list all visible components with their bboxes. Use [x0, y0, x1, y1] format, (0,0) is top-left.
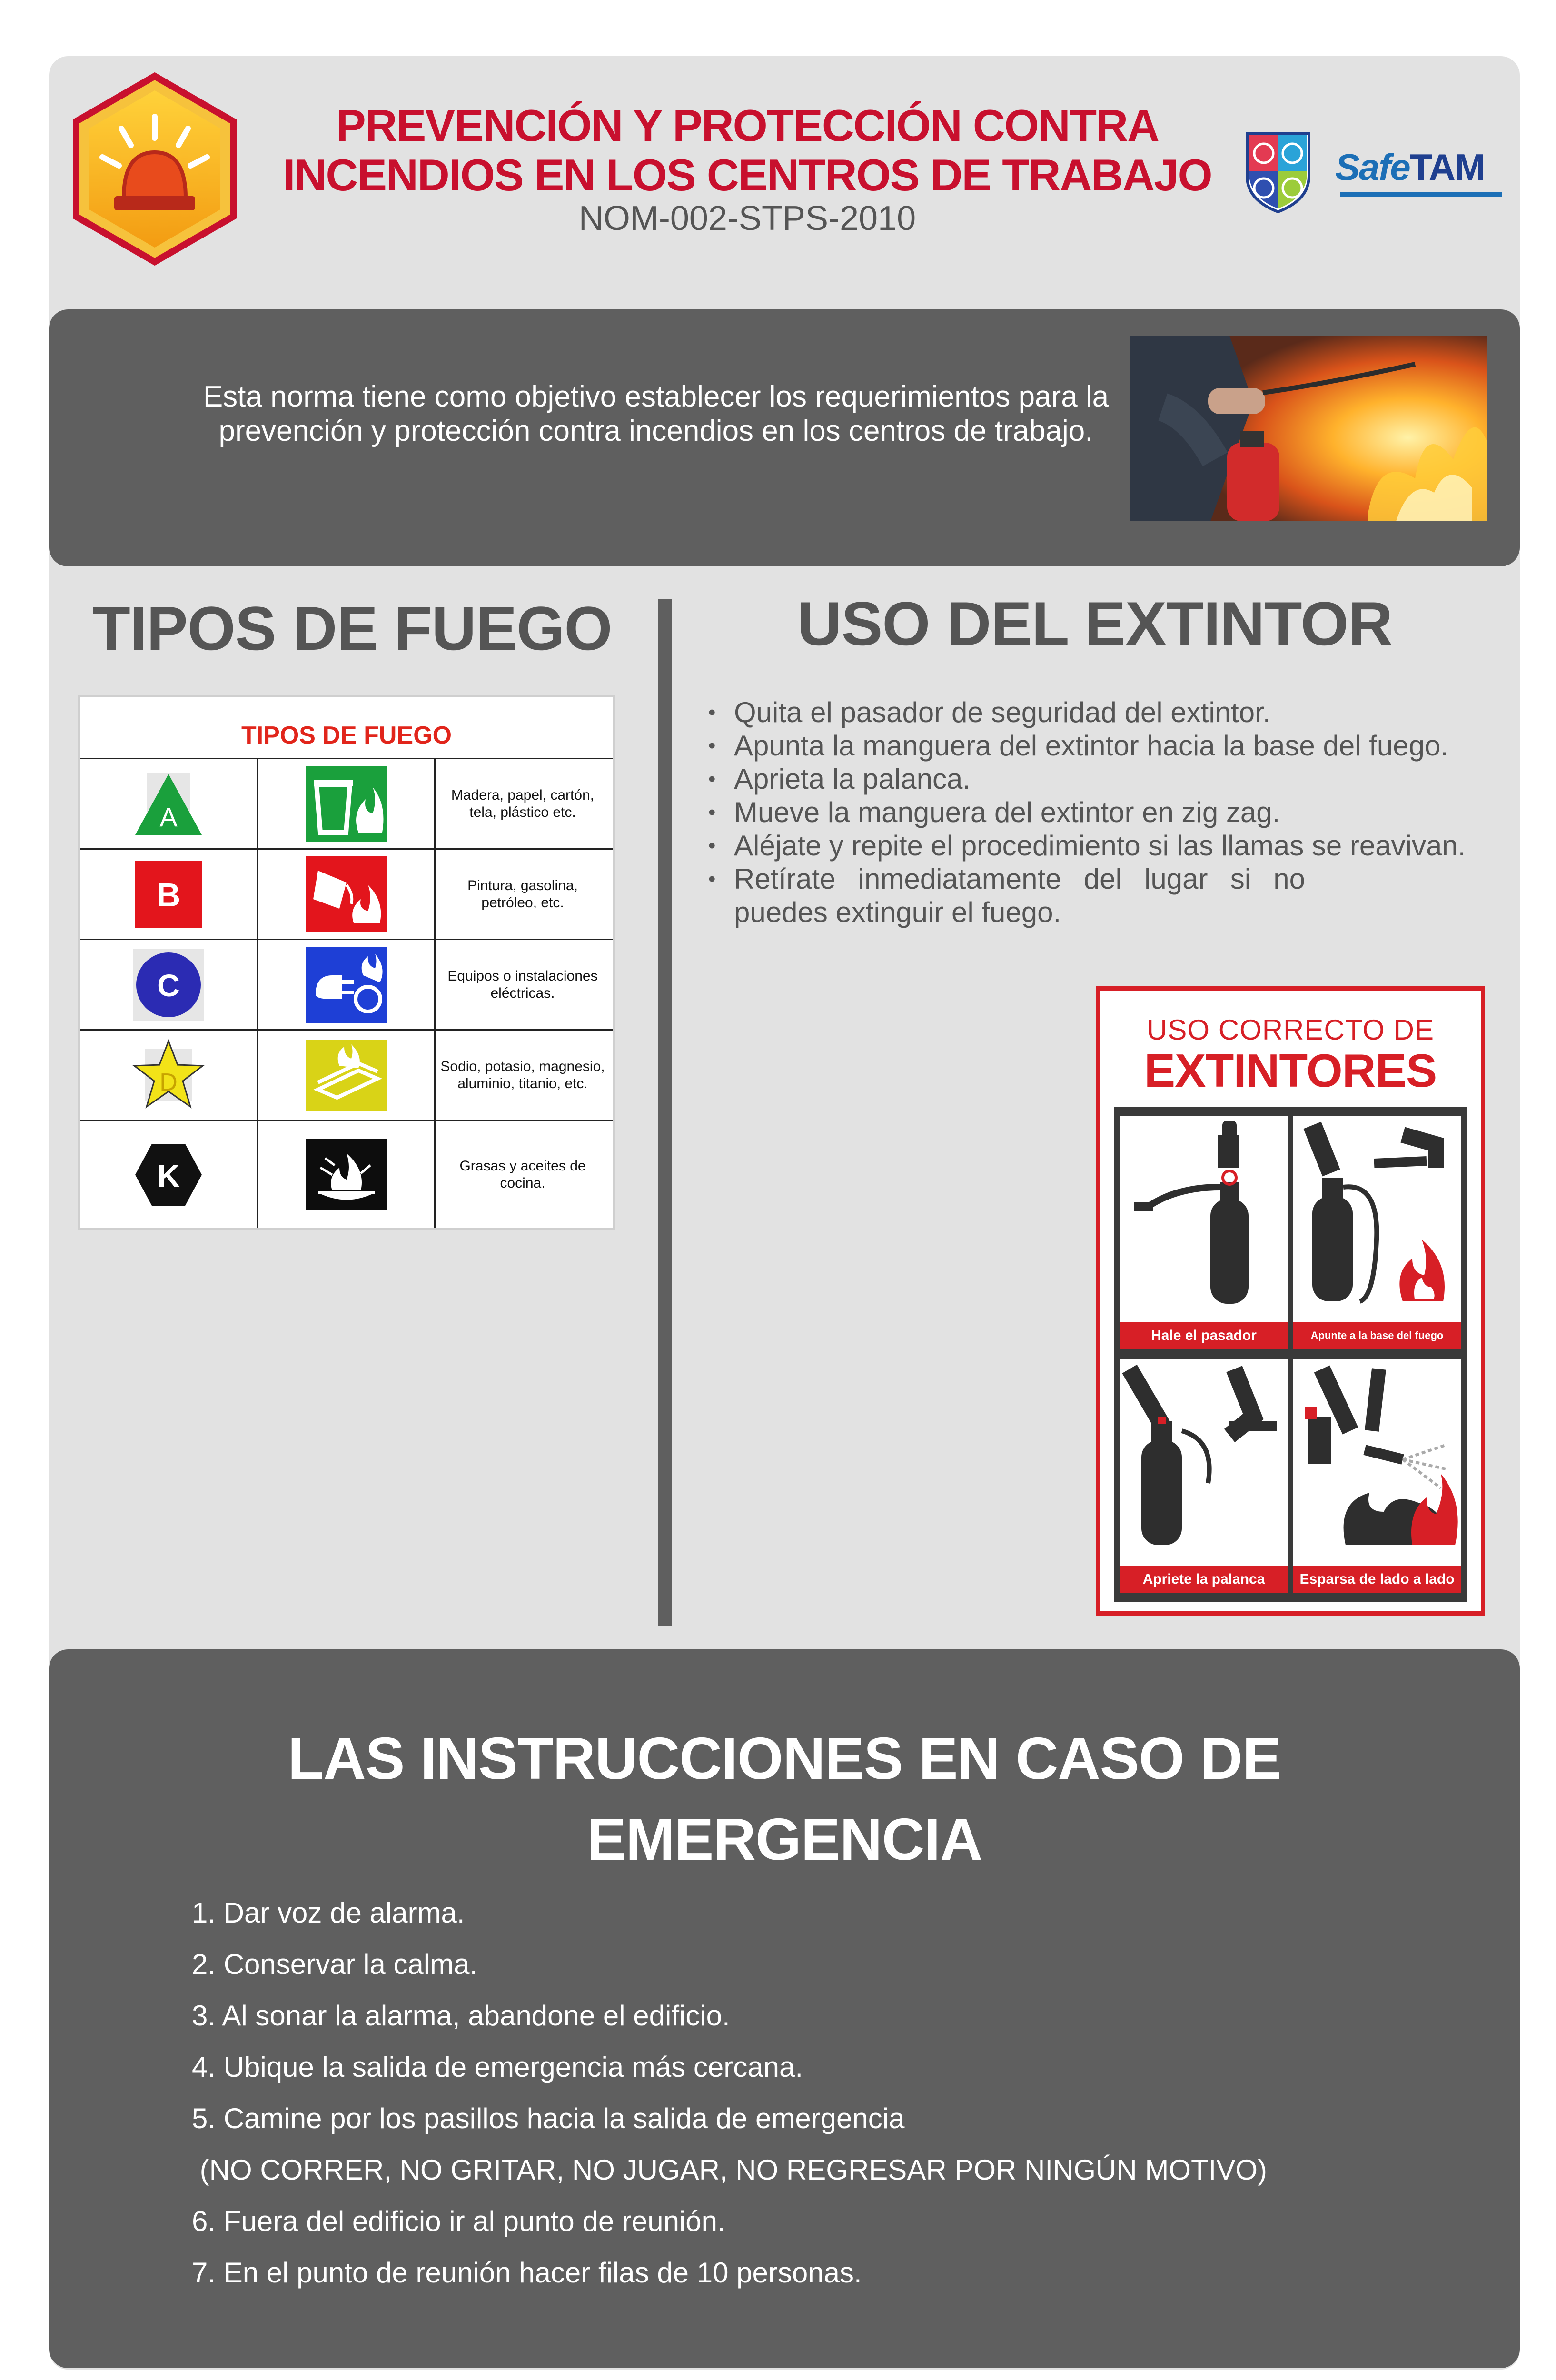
- poster-step-pull-pin: [1120, 1116, 1288, 1349]
- svg-text:K: K: [157, 1158, 180, 1193]
- class-d-icon: [80, 1031, 257, 1120]
- list-item: • Mueve la manguera del extintor en zig zag.: [704, 796, 1485, 829]
- poster-title: EXTINTORES: [1144, 1044, 1437, 1097]
- fire-row-a: [80, 759, 613, 850]
- extinguisher-usage-poster: [1096, 986, 1485, 1616]
- list-item: 4. Ubique la salida de emergencia más cercana.: [192, 2051, 803, 2083]
- fire-row-d: [80, 1031, 613, 1121]
- list-item: • Quita el pasador de seguridad del extintor.: [704, 696, 1485, 729]
- pull-pin-icon: [1120, 1116, 1288, 1320]
- list-item: 1. Dar voz de alarma.: [192, 1897, 465, 1929]
- frying-pan-fire-icon: [258, 1121, 434, 1228]
- class-a-icon: [80, 759, 257, 848]
- uso-heading: USO DEL EXTINTOR: [797, 589, 1393, 658]
- fuel-can-fire-icon: [258, 850, 434, 939]
- aim-hose-icon: [1293, 1116, 1461, 1320]
- fire-row-c: [80, 940, 613, 1031]
- list-item-note: (NO CORRER, NO GRITAR, NO JUGAR, NO REGRESAR POR NINGÚN MOTIVO): [192, 2154, 1267, 2186]
- list-item: • Aléjate y repite el procedimiento si las llamas se reavivan.: [704, 829, 1485, 863]
- list-item: 2. Conservar la calma.: [192, 1948, 478, 1980]
- poster-step-aim-base: [1293, 1116, 1461, 1349]
- electric-plug-fire-icon: [258, 940, 434, 1029]
- svg-text:D: D: [159, 1068, 178, 1096]
- svg-text:C: C: [157, 967, 180, 1003]
- extinguisher-steps-list: [704, 696, 1485, 929]
- poster-caption: Apunte a la base del fuego: [1293, 1322, 1461, 1349]
- list-item: 6. Fuera del edificio ir al punto de reunión.: [192, 2205, 725, 2237]
- class-k-description: Grasas y aceites de cocina.: [459, 1158, 586, 1191]
- column-divider: [658, 599, 672, 1626]
- fire-types-table: [78, 695, 615, 1230]
- emergency-section: [49, 1649, 1520, 2368]
- title-line-1: PREVENCIÓN Y PROTECCIÓN CONTRA: [336, 100, 1159, 150]
- list-item: • Aprieta la palanca.: [704, 763, 1485, 796]
- page-title: [257, 101, 1238, 200]
- poster-subtitle: USO CORRECTO DE: [1147, 1014, 1434, 1046]
- safetam-logo: [1335, 143, 1506, 200]
- poster-caption: Apriete la palanca: [1120, 1566, 1288, 1593]
- fire-row-b: [80, 850, 613, 940]
- norm-code: NOM-002-STPS-2010: [578, 199, 916, 238]
- list-item: 7. En el punto de reunión hacer filas de 10 personas.: [192, 2257, 862, 2289]
- intro-band: [49, 309, 1520, 566]
- intro-text: Esta norma tiene como objetivo establecer los requerimientos para la prevención y protección contra incendios en los centros de trabajo.: [203, 380, 1109, 447]
- emergency-title-line-1: LAS INSTRUCCIONES EN CASO DE: [287, 1726, 1281, 1792]
- poster-step-sweep: [1293, 1359, 1461, 1593]
- list-item: 3. Al sonar la alarma, abandone el edificio.: [192, 2000, 730, 2032]
- class-b-icon: [80, 850, 257, 939]
- class-b-description: Pintura, gasolina, petróleo, etc.: [467, 877, 578, 911]
- class-a-description: Madera, papel, cartón, tela, plástico etc.: [451, 787, 595, 820]
- poster-step-squeeze: [1120, 1359, 1288, 1593]
- emergency-title-line-2: EMERGENCIA: [586, 1807, 982, 1873]
- squeeze-lever-icon: [1120, 1359, 1288, 1564]
- svg-text:B: B: [156, 876, 181, 913]
- safetam-underline: [1340, 192, 1502, 197]
- fire-extinguisher-photo: [1130, 336, 1487, 521]
- emergency-instructions-list: [192, 1887, 1477, 2299]
- emergency-title: [49, 1718, 1520, 1880]
- alarm-badge-icon: [69, 71, 240, 267]
- class-c-icon: [80, 940, 257, 1029]
- class-d-description: Sodio, potasio, magnesio, aluminio, titanio, etc.: [440, 1058, 605, 1091]
- fire-row-k: [80, 1121, 613, 1228]
- trash-fire-icon: [258, 759, 434, 848]
- list-item: 5. Camine por los pasillos hacia la salida de emergencia: [192, 2102, 905, 2134]
- title-line-2: INCENDIOS EN LOS CENTROS DE TRABAJO: [283, 150, 1212, 200]
- list-item: • Apunta la manguera del extintor hacia la base del fuego.: [704, 729, 1485, 763]
- class-c-description: Equipos o instalaciones eléctricas.: [447, 968, 598, 1001]
- tipos-heading: TIPOS DE FUEGO: [92, 594, 612, 663]
- class-k-icon: [80, 1121, 257, 1228]
- safetam-wordmark: SafeTAM: [1335, 146, 1485, 188]
- poster-steps-grid: [1114, 1107, 1467, 1602]
- poster-caption: Hale el pasador: [1120, 1322, 1288, 1349]
- metal-fire-icon: [258, 1031, 434, 1120]
- poster-caption: Esparsa de lado a lado: [1293, 1566, 1461, 1593]
- sweep-side-to-side-icon: [1293, 1359, 1461, 1564]
- list-item: • Retírate inmediatamente del lugar si no puedes extinguir el fuego.: [704, 863, 1305, 929]
- school-shield-logo-icon: [1242, 129, 1314, 214]
- svg-text:A: A: [159, 802, 178, 832]
- fire-table-title: TIPOS DE FUEGO: [80, 697, 613, 759]
